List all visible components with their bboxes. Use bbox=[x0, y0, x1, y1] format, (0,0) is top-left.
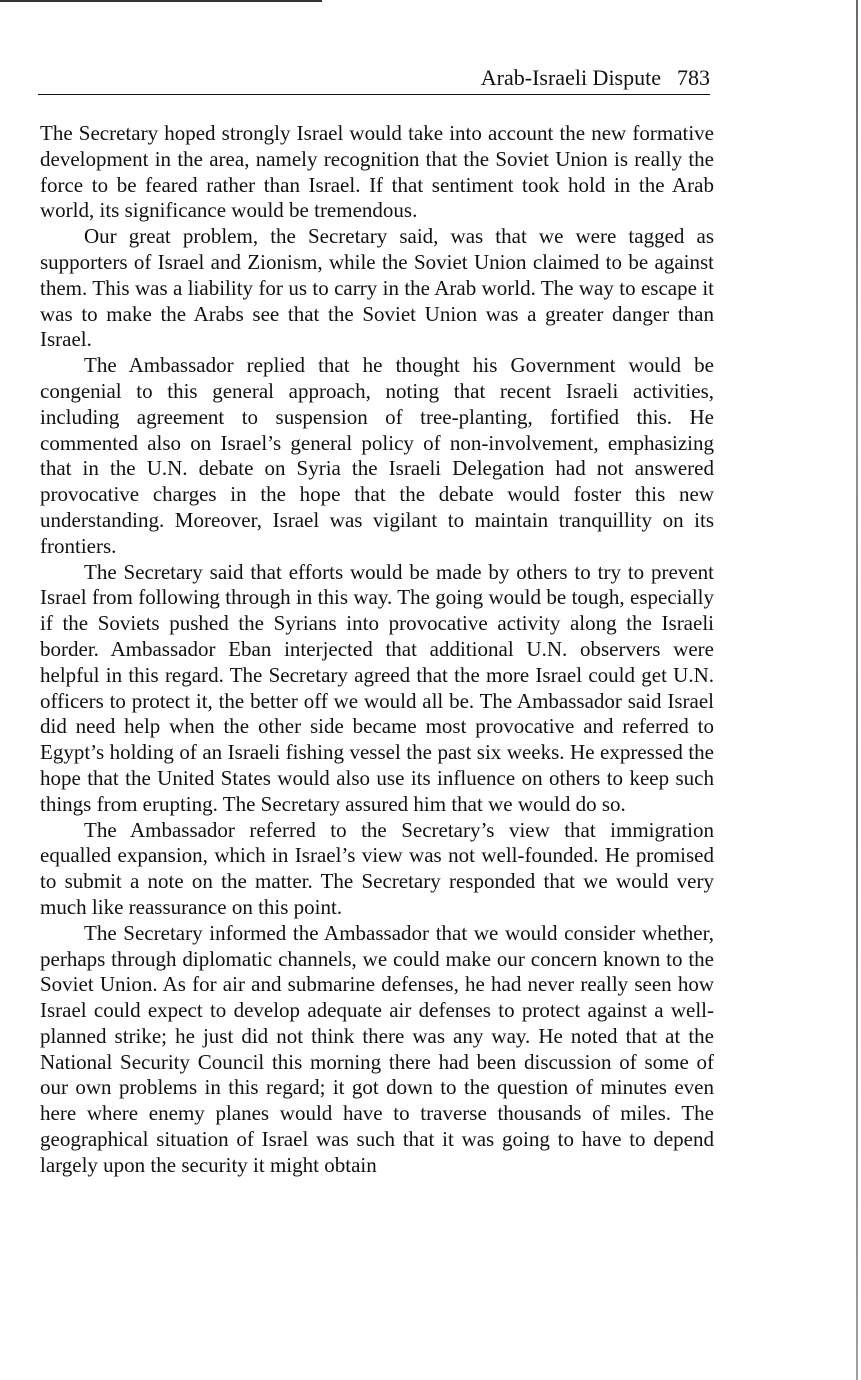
paragraph-4: The Secretary said that efforts would be made by others to try to prevent Israel from following through in this way. The going would be tough, especially if the Soviets pushed the Syrians into provocative activity along the Israeli border. Ambassador Eban interjected that additional U.N. observers were helpful in this regard. The Secretary agreed that the more Israel could get U.N. officers to protect it, the better off we would all be. The Ambassador said Israel did need help when the other side became most provocative and referred to Egypt’s holding of an Israeli fishing vessel the past six weeks. He expressed the hope that the United States would also use its influence on others to keep such things from erupting. The Secretary assured him that we would do so. bbox=[40, 559, 714, 816]
paragraph-3: The Ambassador replied that he thought his Government would be congenial to this general approach, noting that recent Israeli activities, including agreement to suspension of tree-planting, fortified this. He commented also on Israel’s general policy of non-involvement, emphasizing that in the U.N. debate on Syria the Israeli Delegation had not answered provocative charges in the hope that the debate would foster this new understanding. Moreover, Israel was vigilant to maintain tranquillity on its frontiers. bbox=[40, 353, 714, 558]
top-edge-rule bbox=[0, 0, 322, 2]
paragraph-6: The Secretary informed the Ambassador that we would consider whether, perhaps through diplomatic channels, we could make our concern known to the Soviet Union. As for air and submarine defenses, he had never really seen how Israel could expect to develop adequate air defenses to protect against a well-planned strike; he just did not think there was any way. He noted that at the National Security Council this morning there had been discussion of some of our own problems in this regard; it got down to the question of minutes even here where enemy planes would have to traverse thousands of miles. The geographical situation of Israel was such that it was going to have to depend largely upon the security it might obtain bbox=[40, 920, 714, 1177]
paragraph-1: The Secretary hoped strongly Israel would take into account the new formative development in the area, namely recognition that the Soviet Union is really the force to be feared rather than Israel. If that sentiment took hold in the Arab world, its significance would be tremendous. bbox=[40, 121, 714, 223]
page-number: 783 bbox=[677, 65, 710, 90]
paragraph-5: The Ambassador referred to the Secretary’s view that immigration equalled expansion, which in Israel’s view was not well-founded. He promised to submit a note on the matter. The Secretary responded that we would very much like reassurance on this point. bbox=[40, 817, 714, 919]
paragraph-2: Our great problem, the Secretary said, was that we were tagged as supporters of Israel and Zionism, while the Soviet Union claimed to be against them. This was a liability for us to carry in the Arab world. The way to escape it was to make the Arabs see that the Soviet Union was a greater danger than Israel. bbox=[40, 224, 714, 352]
running-title: Arab-Israeli Dispute bbox=[480, 65, 661, 90]
page-right-edge bbox=[856, 0, 858, 1380]
body-text bbox=[40, 121, 714, 1179]
running-header bbox=[38, 62, 710, 95]
